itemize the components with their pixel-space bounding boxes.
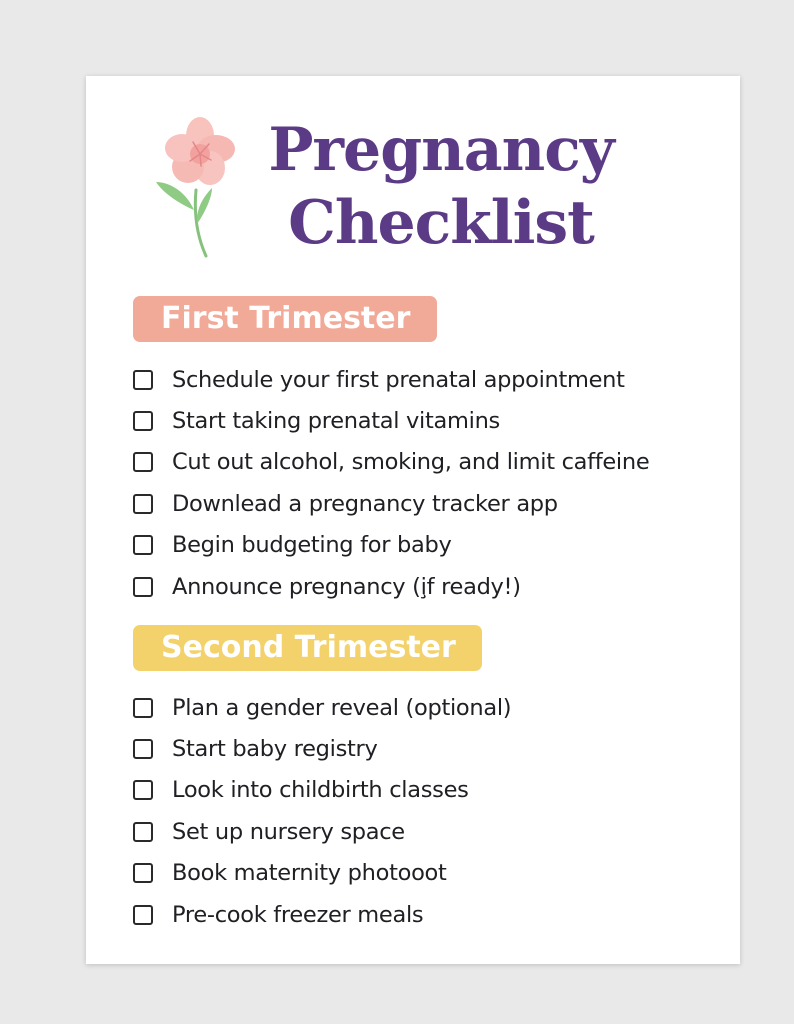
page-title: Pregnancy Checklist xyxy=(268,115,614,258)
item-label: Announce pregnancy (i̧f ready!) xyxy=(172,573,521,600)
checkbox[interactable] xyxy=(133,411,153,431)
first-trimester-list xyxy=(133,359,649,607)
checkbox[interactable] xyxy=(133,822,153,842)
item-label: Plan a gender reveal (optional) xyxy=(172,694,512,721)
list-item[interactable] xyxy=(133,770,511,811)
list-item[interactable] xyxy=(133,728,511,769)
second-trimester-list xyxy=(133,687,511,935)
checklist-sheet xyxy=(86,76,740,964)
list-item[interactable] xyxy=(133,400,649,441)
section-heading-second-trimester: Second Trimester xyxy=(133,625,482,671)
item-label: Start baby registry xyxy=(172,736,378,763)
checkbox[interactable] xyxy=(133,370,153,390)
list-item[interactable] xyxy=(133,442,649,483)
list-item[interactable] xyxy=(133,853,511,894)
checkbox[interactable] xyxy=(133,739,153,759)
item-label: Schedule your first prenatal appointment xyxy=(172,366,625,393)
item-label: Look into childbirth classes xyxy=(172,777,469,804)
list-item[interactable] xyxy=(133,525,649,566)
checkbox[interactable] xyxy=(133,698,153,718)
section-heading-first-trimester: First Trimester xyxy=(133,296,437,342)
item-label: Book maternity photooot xyxy=(172,860,447,887)
list-item[interactable] xyxy=(133,811,511,852)
checkbox[interactable] xyxy=(133,535,153,555)
checkbox[interactable] xyxy=(133,863,153,883)
item-label: Start taking prenatal vitamins xyxy=(172,408,500,435)
list-item[interactable] xyxy=(133,687,511,728)
checkbox[interactable] xyxy=(133,780,153,800)
item-label: Pre-cook freezer meals xyxy=(172,901,424,928)
list-item[interactable] xyxy=(133,566,649,607)
checkbox[interactable] xyxy=(133,494,153,514)
item-label: Begin budgeting for baby xyxy=(172,532,452,559)
list-item[interactable] xyxy=(133,483,649,524)
item-label: Cut out alcohol, smoking, and limit caffeine xyxy=(172,449,650,476)
checkbox[interactable] xyxy=(133,452,153,472)
item-label: Downlead a pregnancy tracker app xyxy=(172,490,558,517)
list-item[interactable] xyxy=(133,894,511,935)
item-label: Set up nursery space xyxy=(172,818,405,845)
checkbox[interactable] xyxy=(133,577,153,597)
pink-flower-icon xyxy=(152,112,238,258)
checkbox[interactable] xyxy=(133,905,153,925)
list-item[interactable] xyxy=(133,359,649,400)
